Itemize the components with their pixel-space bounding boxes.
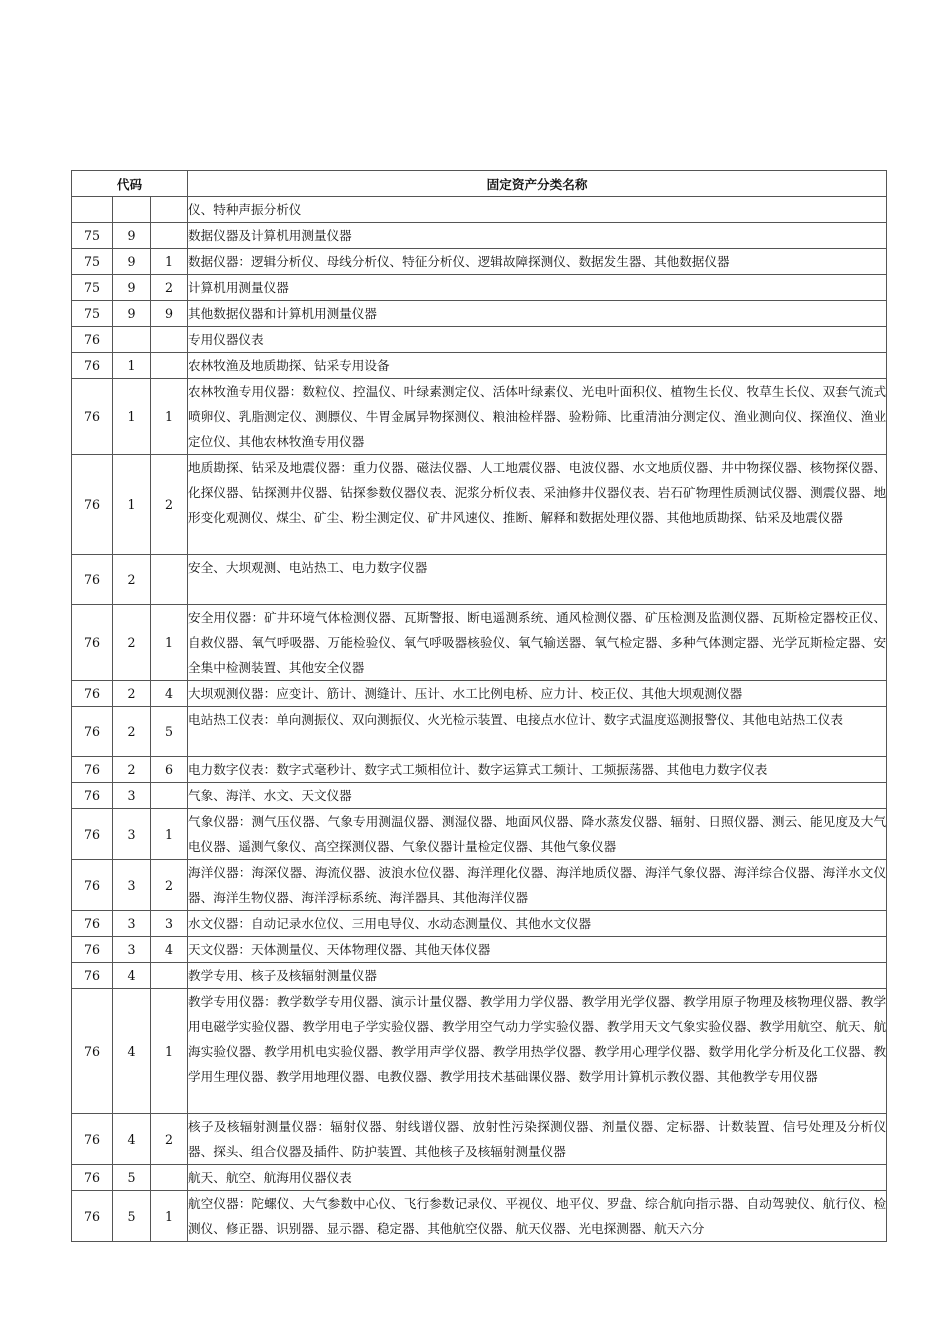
major-code-cell: 76 (72, 989, 113, 1114)
table-row (72, 605, 887, 681)
major-code-cell: 75 (72, 223, 113, 249)
middle-code-cell: 2 (113, 605, 151, 681)
middle-code-cell: 9 (113, 275, 151, 301)
category-name-cell: 气象、海洋、水文、天文仪器 (188, 783, 887, 809)
minor-code-cell: 1 (151, 605, 188, 681)
major-code-cell (72, 197, 113, 223)
major-code-cell: 76 (72, 937, 113, 963)
major-code-cell: 76 (72, 681, 113, 707)
table-row (72, 911, 887, 937)
table-row (72, 989, 887, 1114)
minor-code-cell: 9 (151, 301, 188, 327)
table-row (72, 249, 887, 275)
middle-code-cell: 9 (113, 223, 151, 249)
middle-code-cell: 3 (113, 937, 151, 963)
minor-code-cell (151, 353, 188, 379)
table-row (72, 353, 887, 379)
table-row (72, 1114, 887, 1165)
major-code-cell: 76 (72, 1191, 113, 1242)
major-code-cell: 76 (72, 353, 113, 379)
middle-code-cell: 4 (113, 989, 151, 1114)
major-code-cell: 76 (72, 327, 113, 353)
name-column-header: 固定资产分类名称 (188, 171, 887, 197)
table-row (72, 1191, 887, 1242)
category-name-cell: 其他数据仪器和计算机用测量仪器 (188, 301, 887, 327)
middle-code-cell: 9 (113, 249, 151, 275)
minor-code-cell: 2 (151, 455, 188, 555)
table-row (72, 197, 887, 223)
minor-code-cell: 1 (151, 249, 188, 275)
major-code-cell: 76 (72, 783, 113, 809)
minor-code-cell: 5 (151, 707, 188, 757)
category-name-cell: 地质勘探、钻采及地震仪器：重力仪器、磁法仪器、人工地震仪器、电波仪器、水文地质仪器、井中物探仪器、核物探仪器、化探仪器、钻探测井仪器、钻探参数仪器仪表、泥浆分析仪表、采油修井仪器仪表、岩石矿物理性质测试仪器、测震仪器、地形变化观测仪、煤尘、矿尘、粉尘测定仪、矿井风速仪、推断、解释和数据处理仪器、其他地质勘探、钻采及地震仪器 (188, 455, 887, 555)
middle-code-cell (113, 197, 151, 223)
minor-code-cell (151, 555, 188, 605)
category-name-cell: 计算机用测量仪器 (188, 275, 887, 301)
category-name-cell: 农林牧渔专用仪器：数粒仪、控温仪、叶绿素测定仪、活体叶绿素仪、光电叶面积仪、植物生长仪、牧草生长仪、双套气流式喷卵仪、乳脂测定仪、测膘仪、牛胃金属异物探测仪、粮油检样器、验粉筛、比重清油分测定仪、渔业测向仪、探渔仪、渔业定位仪、其他农林牧渔专用仪器 (188, 379, 887, 455)
category-name-cell: 核子及核辐射测量仪器：辐射仪器、射线谱仪器、放射性污染探测仪器、剂量仪器、定标器、计数装置、信号处理及分析仪器、探头、组合仪器及插件、防护装置、其他核子及核辐射测量仪器 (188, 1114, 887, 1165)
middle-code-cell (113, 327, 151, 353)
middle-code-cell: 3 (113, 860, 151, 911)
table-row (72, 301, 887, 327)
category-name-cell: 安全、大坝观测、电站热工、电力数字仪器 (188, 555, 887, 605)
category-name-cell: 气象仪器：测气压仪器、气象专用测温仪器、测湿仪器、地面风仪器、降水蒸发仪器、辐射、日照仪器、测云、能见度及大气电仪器、遥测气象仪、高空探测仪器、气象仪器计量检定仪器、其他气象仪器 (188, 809, 887, 860)
table-row (72, 963, 887, 989)
table-header-row (72, 171, 887, 197)
minor-code-cell (151, 963, 188, 989)
major-code-cell: 76 (72, 379, 113, 455)
minor-code-cell: 1 (151, 989, 188, 1114)
middle-code-cell: 5 (113, 1191, 151, 1242)
middle-code-cell: 3 (113, 809, 151, 860)
minor-code-cell (151, 197, 188, 223)
table-row (72, 757, 887, 783)
minor-code-cell (151, 783, 188, 809)
minor-code-cell: 2 (151, 275, 188, 301)
minor-code-cell: 1 (151, 1191, 188, 1242)
table-row (72, 860, 887, 911)
minor-code-cell: 2 (151, 860, 188, 911)
major-code-cell: 76 (72, 605, 113, 681)
major-code-cell: 75 (72, 275, 113, 301)
minor-code-cell: 3 (151, 911, 188, 937)
major-code-cell: 75 (72, 301, 113, 327)
minor-code-cell: 2 (151, 1114, 188, 1165)
table-row (72, 707, 887, 757)
minor-code-cell (151, 223, 188, 249)
major-code-cell: 76 (72, 809, 113, 860)
middle-code-cell: 1 (113, 353, 151, 379)
category-name-cell: 航空仪器：陀螺仪、大气参数中心仪、飞行参数记录仪、平视仪、地平仪、罗盘、综合航向指示器、自动驾驶仪、航行仪、检测仪、修正器、识别器、显示器、稳定器、其他航空仪器、航天仪器、光电探测器、航天六分 (188, 1191, 887, 1242)
table-row (72, 783, 887, 809)
category-name-cell: 教学专用仪器：教学数学专用仪器、演示计量仪器、教学用力学仪器、教学用光学仪器、教学用原子物理及核物理仪器、教学用电磁学实验仪器、教学用电子学实验仪器、教学用空气动力学实验仪器、教学用天文气象实验仪器、教学用航空、航天、航海实验仪器、教学用机电实验仪器、教学用声学仪器、教学用热学仪器、教学用心理学仪器、数学用化学分析及化工仪器、教学用生理仪器、教学用地理仪器、电教仪器、教学用技术基础课仪器、数学用计算机示教仪器、其他教学专用仪器 (188, 989, 887, 1114)
major-code-cell: 76 (72, 1114, 113, 1165)
major-code-cell: 76 (72, 757, 113, 783)
major-code-cell: 75 (72, 249, 113, 275)
category-name-cell: 海洋仪器：海深仪器、海流仪器、波浪水位仪器、海洋理化仪器、海洋地质仪器、海洋气象仪器、海洋综合仪器、海洋水文仪器、海洋生物仪器、海洋浮标系统、海洋器具、其他海洋仪器 (188, 860, 887, 911)
minor-code-cell: 1 (151, 379, 188, 455)
major-code-cell: 76 (72, 963, 113, 989)
table-row (72, 455, 887, 555)
table-row (72, 809, 887, 860)
category-name-cell: 电力数字仪表：数字式毫秒计、数字式工频相位计、数字运算式工频计、工频振荡器、其他电力数字仪表 (188, 757, 887, 783)
table-row (72, 681, 887, 707)
middle-code-cell: 1 (113, 455, 151, 555)
middle-code-cell: 2 (113, 555, 151, 605)
middle-code-cell: 2 (113, 707, 151, 757)
table-row (72, 223, 887, 249)
category-name-cell: 航天、航空、航海用仪器仪表 (188, 1165, 887, 1191)
middle-code-cell: 1 (113, 379, 151, 455)
table-row (72, 275, 887, 301)
middle-code-cell: 4 (113, 963, 151, 989)
asset-classification-table (71, 170, 887, 1242)
table-row (72, 327, 887, 353)
minor-code-cell: 4 (151, 937, 188, 963)
category-name-cell: 数据仪器：逻辑分析仪、母线分析仪、特征分析仪、逻辑故障探测仪、数据发生器、其他数据仪器 (188, 249, 887, 275)
minor-code-cell (151, 1165, 188, 1191)
category-name-cell: 天文仪器：天体测量仪、天体物理仪器、其他天体仪器 (188, 937, 887, 963)
table-row (72, 379, 887, 455)
major-code-cell: 76 (72, 455, 113, 555)
middle-code-cell: 3 (113, 783, 151, 809)
category-name-cell: 安全用仪器：矿井环境气体检测仪器、瓦斯警报、断电遥测系统、通风检测仪器、矿压检测及监测仪器、瓦斯检定器校正仪、自救仪器、氧气呼吸器、万能检验仪、氧气呼吸器核验仪、氧气输送器、氧气检定器、多种气体测定器、光学瓦斯检定器、安全集中检测装置、其他安全仪器 (188, 605, 887, 681)
category-name-cell: 仪、特种声振分析仪 (188, 197, 887, 223)
minor-code-cell: 6 (151, 757, 188, 783)
major-code-cell: 76 (72, 707, 113, 757)
code-column-header: 代码 (72, 171, 188, 197)
category-name-cell: 大坝观测仪器：应变计、筋计、测缝计、压计、水工比例电桥、应力计、校正仪、其他大坝观测仪器 (188, 681, 887, 707)
middle-code-cell: 3 (113, 911, 151, 937)
table-row (72, 937, 887, 963)
middle-code-cell: 2 (113, 681, 151, 707)
category-name-cell: 农林牧渔及地质勘探、钻采专用设备 (188, 353, 887, 379)
major-code-cell: 76 (72, 911, 113, 937)
category-name-cell: 专用仪器仪表 (188, 327, 887, 353)
minor-code-cell (151, 327, 188, 353)
category-name-cell: 水文仪器：自动记录水位仪、三用电导仪、水动态测量仪、其他水文仪器 (188, 911, 887, 937)
table-row (72, 555, 887, 605)
table-body (72, 197, 887, 1242)
middle-code-cell: 9 (113, 301, 151, 327)
category-name-cell: 电站热工仪表：单向测振仪、双向测振仪、火光检示装置、电接点水位计、数字式温度巡测报警仪、其他电站热工仪表 (188, 707, 887, 757)
category-name-cell: 数据仪器及计算机用测量仪器 (188, 223, 887, 249)
major-code-cell: 76 (72, 555, 113, 605)
middle-code-cell: 2 (113, 757, 151, 783)
major-code-cell: 76 (72, 860, 113, 911)
minor-code-cell: 1 (151, 809, 188, 860)
category-name-cell: 教学专用、核子及核辐射测量仪器 (188, 963, 887, 989)
minor-code-cell: 4 (151, 681, 188, 707)
major-code-cell: 76 (72, 1165, 113, 1191)
middle-code-cell: 5 (113, 1165, 151, 1191)
middle-code-cell: 4 (113, 1114, 151, 1165)
table-row (72, 1165, 887, 1191)
